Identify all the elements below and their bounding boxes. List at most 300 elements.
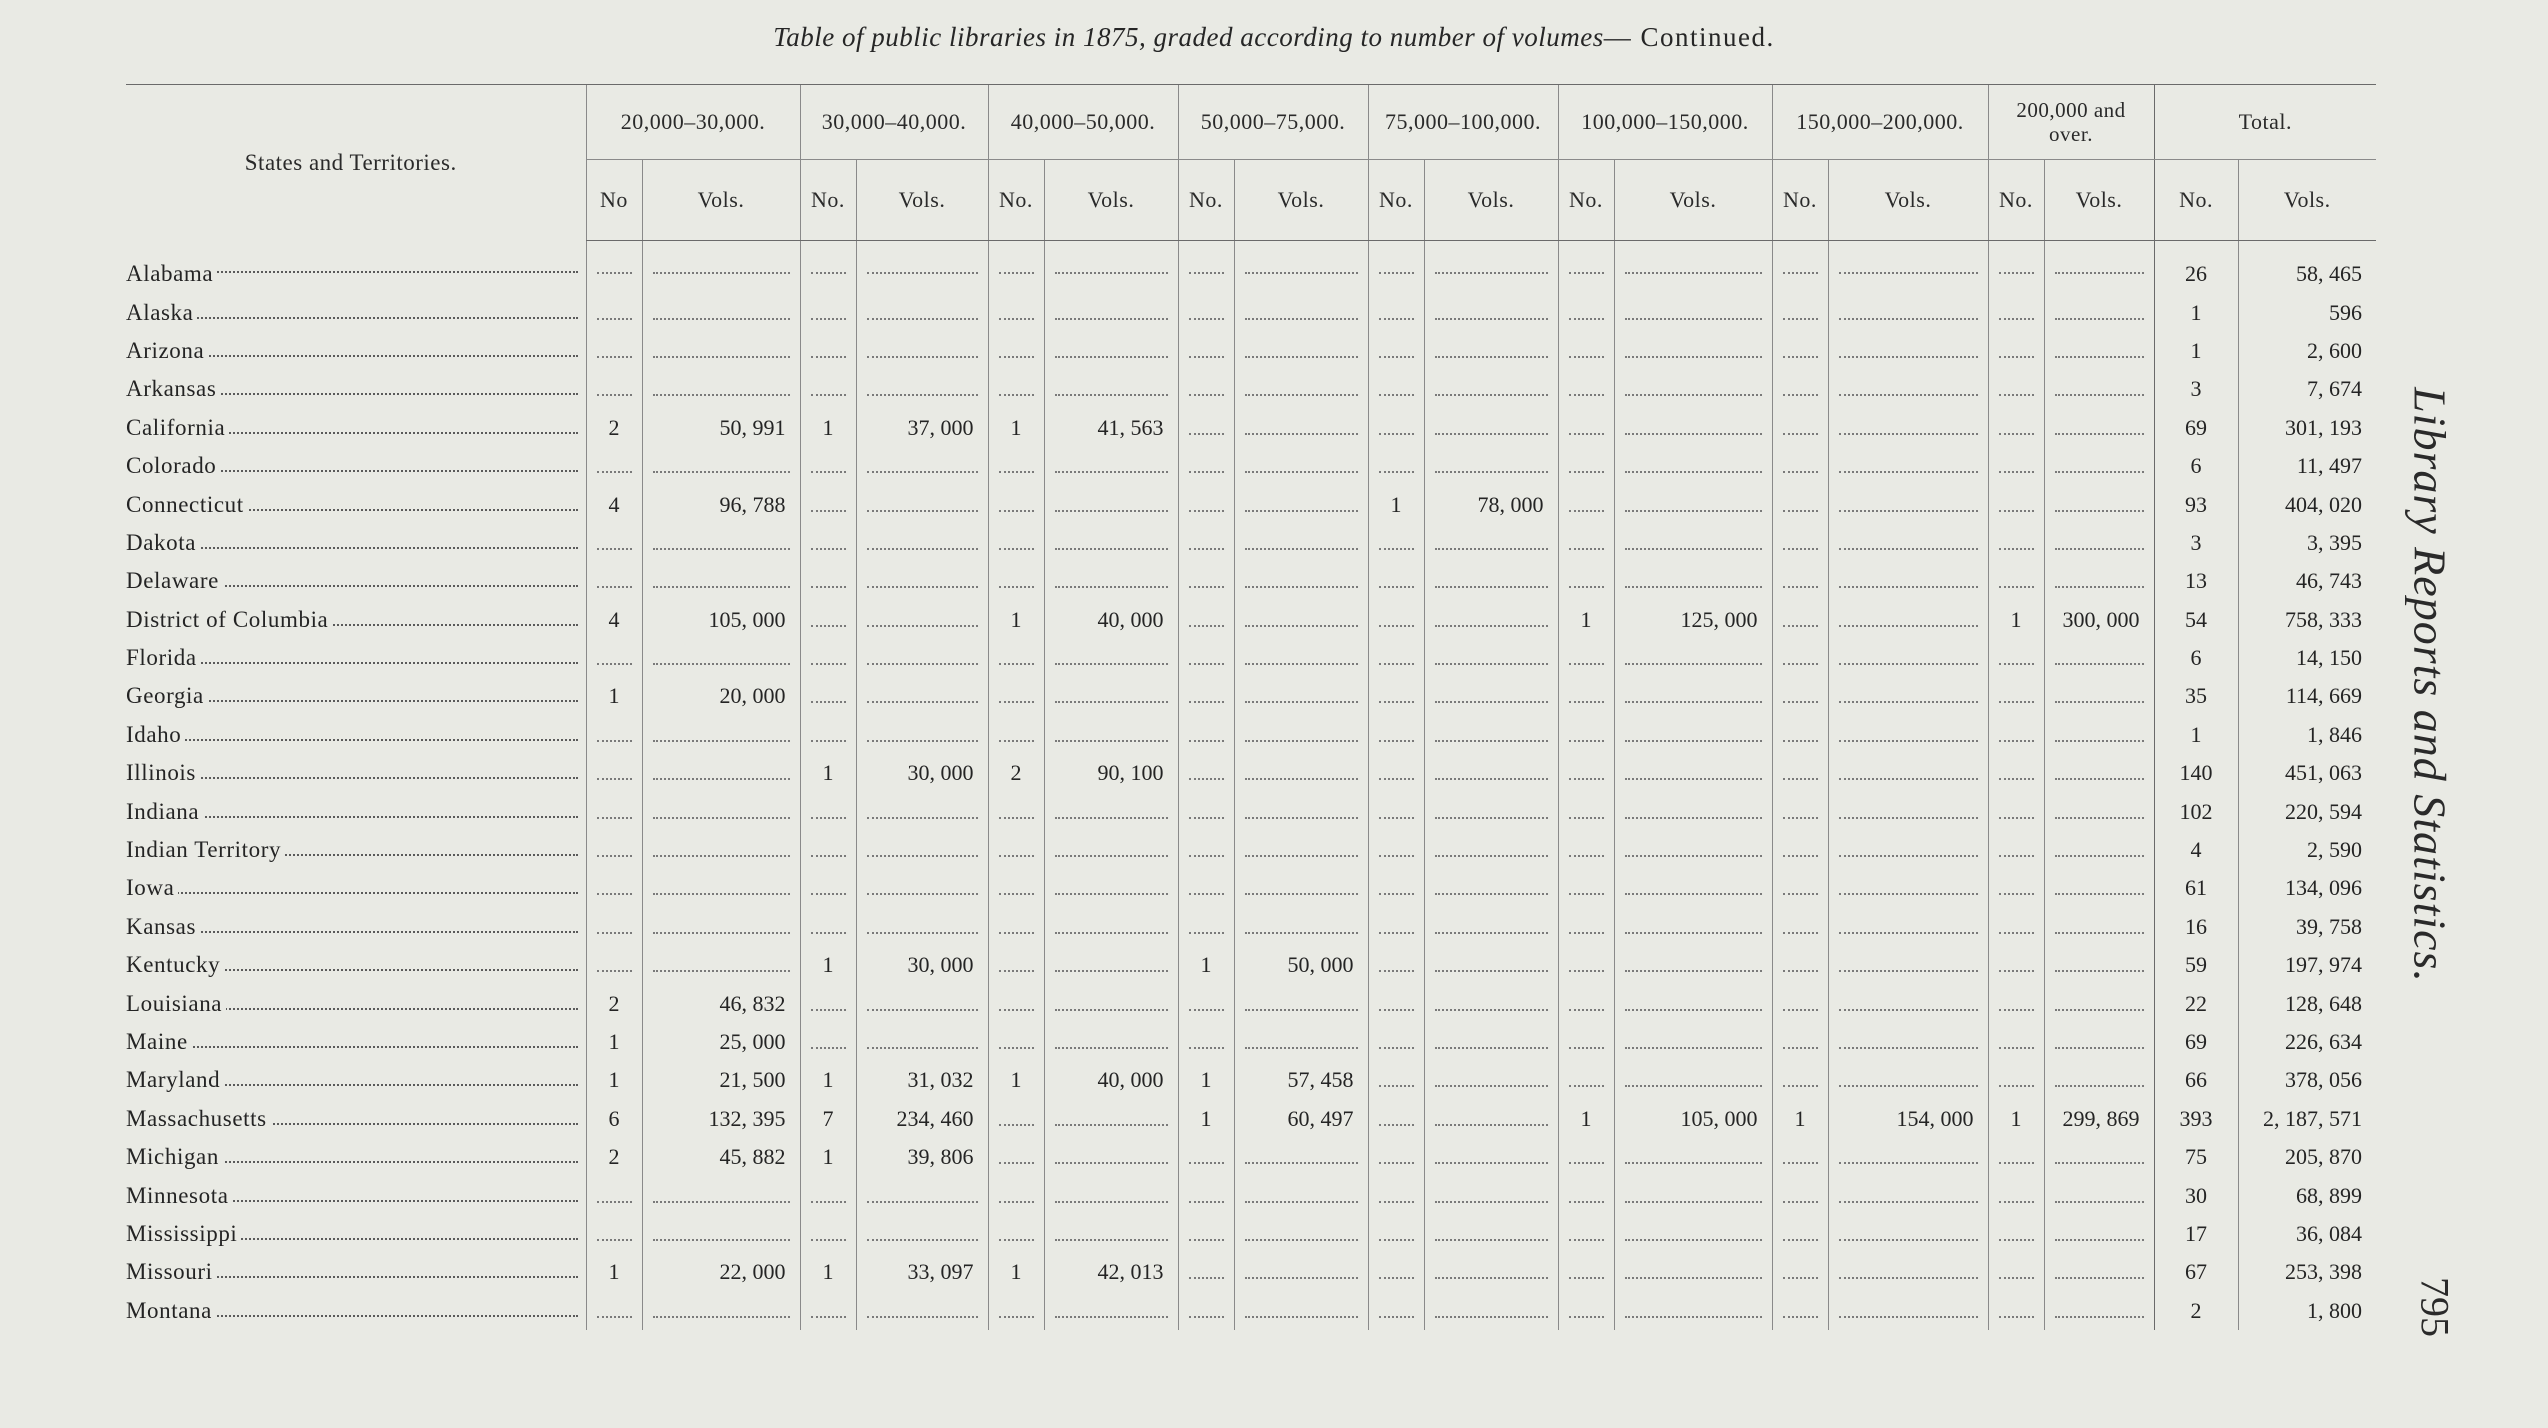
volumes-cell: 40, 000 [1044, 601, 1178, 639]
count-cell: 1 [586, 1061, 642, 1099]
volumes-cell [1828, 409, 1988, 447]
volumes-cell [1424, 1100, 1558, 1138]
count-cell [800, 447, 856, 485]
count-cell: 1 [800, 409, 856, 447]
table-row [126, 601, 2376, 639]
count-cell: 59 [2154, 946, 2238, 984]
table-row [126, 869, 2376, 907]
count-cell [1988, 908, 2044, 946]
state-name-cell [126, 1253, 586, 1291]
volumes-cell: 45, 882 [642, 1138, 800, 1176]
volumes-cell: 41, 563 [1044, 409, 1178, 447]
state-name-cell [126, 293, 586, 331]
running-side-title [2385, 355, 2475, 1015]
state-name: Indian Territory [126, 837, 285, 862]
count-cell: 6 [2154, 447, 2238, 485]
count-cell [1368, 677, 1424, 715]
table-row [126, 332, 2376, 370]
volumes-cell [1234, 831, 1368, 869]
table-row [126, 984, 2376, 1022]
group-header-5: 100,000–150,000. [1558, 85, 1772, 160]
volumes-cell [1424, 562, 1558, 600]
volumes-cell: 1, 800 [2238, 1292, 2376, 1330]
volumes-cell [1044, 524, 1178, 562]
count-cell [1558, 677, 1614, 715]
count-cell: 54 [2154, 601, 2238, 639]
volumes-cell [1234, 447, 1368, 485]
volumes-cell [642, 639, 800, 677]
state-name-cell [126, 677, 586, 715]
count-cell: 13 [2154, 562, 2238, 600]
count-cell [800, 1023, 856, 1061]
sub-header-no: No. [1558, 160, 1614, 241]
volumes-cell [1828, 293, 1988, 331]
table-row [126, 1023, 2376, 1061]
volumes-cell: 90, 100 [1044, 754, 1178, 792]
volumes-cell: 42, 013 [1044, 1253, 1178, 1291]
count-cell [1772, 1292, 1828, 1330]
volumes-cell [856, 984, 988, 1022]
state-name: Dakota [126, 530, 200, 555]
volumes-cell: 3, 395 [2238, 524, 2376, 562]
count-cell: 4 [586, 485, 642, 523]
count-cell: 1 [988, 1061, 1044, 1099]
count-cell [1558, 447, 1614, 485]
group-header-4: 75,000–100,000. [1368, 85, 1558, 160]
volumes-cell [1044, 792, 1178, 830]
volumes-cell: 11, 497 [2238, 447, 2376, 485]
volumes-cell [1234, 869, 1368, 907]
count-cell [586, 1176, 642, 1214]
count-cell [1772, 485, 1828, 523]
state-name-cell [126, 1100, 586, 1138]
volumes-cell [2044, 1176, 2154, 1214]
volumes-cell [856, 370, 988, 408]
volumes-cell [2044, 1138, 2154, 1176]
state-name-cell [126, 370, 586, 408]
count-cell [1988, 370, 2044, 408]
volumes-cell [1424, 293, 1558, 331]
count-cell [1558, 241, 1614, 294]
volumes-cell [1614, 562, 1772, 600]
count-cell [1988, 754, 2044, 792]
count-cell: 4 [2154, 831, 2238, 869]
count-cell [1178, 1023, 1234, 1061]
volumes-cell [2044, 370, 2154, 408]
table-row [126, 524, 2376, 562]
count-cell [1368, 869, 1424, 907]
count-cell [988, 241, 1044, 294]
count-cell [1988, 869, 2044, 907]
count-cell [1988, 447, 2044, 485]
volumes-cell [1044, 370, 1178, 408]
volumes-cell [1234, 409, 1368, 447]
count-cell [800, 908, 856, 946]
volumes-cell: 22, 000 [642, 1253, 800, 1291]
table-row [126, 754, 2376, 792]
count-cell [1558, 946, 1614, 984]
count-cell: 1 [800, 1253, 856, 1291]
volumes-cell [1234, 293, 1368, 331]
sub-header-vols: Vols. [1234, 160, 1368, 241]
volumes-cell [1424, 946, 1558, 984]
volumes-cell [2044, 1215, 2154, 1253]
count-cell [1178, 601, 1234, 639]
volumes-cell [642, 293, 800, 331]
count-cell [1558, 370, 1614, 408]
volumes-cell [1614, 332, 1772, 370]
count-cell: 1 [586, 1253, 642, 1291]
count-cell [1988, 639, 2044, 677]
volumes-cell [856, 1176, 988, 1214]
volumes-cell [1614, 716, 1772, 754]
volumes-cell [1424, 409, 1558, 447]
count-cell: 393 [2154, 1100, 2238, 1138]
count-cell [1178, 1138, 1234, 1176]
volumes-cell [1828, 754, 1988, 792]
state-name: California [126, 415, 229, 440]
sub-header-no: No. [2154, 160, 2238, 241]
count-cell [1178, 1253, 1234, 1291]
volumes-cell: 21, 500 [642, 1061, 800, 1099]
volumes-cell [1828, 716, 1988, 754]
volumes-cell [2044, 524, 2154, 562]
count-cell [586, 370, 642, 408]
count-cell [1772, 601, 1828, 639]
volumes-cell: 57, 458 [1234, 1061, 1368, 1099]
volumes-cell [1234, 908, 1368, 946]
volumes-cell [1828, 1253, 1988, 1291]
count-cell: 66 [2154, 1061, 2238, 1099]
count-cell: 1 [800, 1061, 856, 1099]
sub-header-no: No. [1178, 160, 1234, 241]
state-name: Missouri [126, 1259, 217, 1284]
volumes-cell [856, 293, 988, 331]
count-cell: 1 [1178, 1061, 1234, 1099]
count-cell [988, 831, 1044, 869]
count-cell: 1 [586, 677, 642, 715]
count-cell [586, 447, 642, 485]
volumes-cell [642, 332, 800, 370]
count-cell [1178, 831, 1234, 869]
sub-header-vols: Vols. [856, 160, 988, 241]
state-name-cell [126, 1138, 586, 1176]
volumes-cell [642, 716, 800, 754]
count-cell [1772, 370, 1828, 408]
volumes-cell [856, 601, 988, 639]
count-cell [988, 946, 1044, 984]
state-name: Florida [126, 645, 201, 670]
count-cell [988, 1023, 1044, 1061]
volumes-cell [1828, 984, 1988, 1022]
state-name: Massachusetts [126, 1106, 271, 1131]
table-row [126, 1292, 2376, 1330]
volumes-cell [1234, 1138, 1368, 1176]
count-cell [586, 831, 642, 869]
volumes-cell [1828, 1061, 1988, 1099]
count-cell [1368, 1061, 1424, 1099]
state-name: Kansas [126, 914, 200, 939]
count-cell [988, 869, 1044, 907]
volumes-cell [1614, 984, 1772, 1022]
volumes-cell [2044, 293, 2154, 331]
count-cell [1558, 1138, 1614, 1176]
volumes-cell [1828, 601, 1988, 639]
state-name-cell [126, 485, 586, 523]
volumes-cell: 25, 000 [642, 1023, 800, 1061]
state-name-cell [126, 792, 586, 830]
count-cell [988, 677, 1044, 715]
volumes-cell [1424, 332, 1558, 370]
count-cell [1178, 716, 1234, 754]
count-cell [1178, 332, 1234, 370]
table-row [126, 1215, 2376, 1253]
count-cell [1988, 984, 2044, 1022]
sub-header-no: No [586, 160, 642, 241]
volumes-cell: 40, 000 [1044, 1061, 1178, 1099]
count-cell [1988, 792, 2044, 830]
count-cell [1558, 1253, 1614, 1291]
count-cell: 16 [2154, 908, 2238, 946]
state-name: Illinois [126, 760, 200, 785]
volumes-cell [1828, 677, 1988, 715]
count-cell [1368, 1215, 1424, 1253]
count-cell [586, 293, 642, 331]
volumes-cell [1424, 908, 1558, 946]
volumes-cell [2044, 1023, 2154, 1061]
count-cell [1178, 792, 1234, 830]
count-cell [1178, 409, 1234, 447]
volumes-cell [1044, 908, 1178, 946]
state-name: Montana [126, 1298, 216, 1323]
state-name: Delaware [126, 568, 223, 593]
volumes-cell [1424, 754, 1558, 792]
sub-header-no: No. [800, 160, 856, 241]
volumes-cell [1234, 601, 1368, 639]
sub-header-vols: Vols. [2238, 160, 2376, 241]
count-cell: 69 [2154, 409, 2238, 447]
count-cell [1558, 1061, 1614, 1099]
count-cell [586, 946, 642, 984]
volumes-cell [1234, 370, 1368, 408]
volumes-cell [1614, 869, 1772, 907]
volumes-cell [1044, 485, 1178, 523]
sub-header-no: No. [1772, 160, 1828, 241]
volumes-cell [1044, 1138, 1178, 1176]
count-cell [1772, 1023, 1828, 1061]
count-cell [1178, 1176, 1234, 1214]
volumes-cell [1828, 447, 1988, 485]
count-cell: 69 [2154, 1023, 2238, 1061]
table-header [126, 85, 2376, 241]
volumes-cell [1614, 639, 1772, 677]
state-name-cell [126, 241, 586, 294]
volumes-cell [856, 241, 988, 294]
volumes-cell: 451, 063 [2238, 754, 2376, 792]
volumes-cell [1044, 1215, 1178, 1253]
table-row [126, 716, 2376, 754]
volumes-cell: 30, 000 [856, 754, 988, 792]
library-table-region [126, 84, 2376, 1334]
volumes-cell [1828, 1215, 1988, 1253]
count-cell [1368, 639, 1424, 677]
group-header-8: Total. [2154, 85, 2376, 160]
volumes-cell [1424, 1061, 1558, 1099]
sub-header-no: No. [1368, 160, 1424, 241]
volumes-cell [1614, 447, 1772, 485]
count-cell [1772, 716, 1828, 754]
count-cell [800, 1292, 856, 1330]
table-row [126, 639, 2376, 677]
volumes-cell [1044, 984, 1178, 1022]
state-name: Georgia [126, 683, 208, 708]
table-row [126, 677, 2376, 715]
count-cell: 67 [2154, 1253, 2238, 1291]
volumes-cell [1828, 639, 1988, 677]
count-cell: 2 [586, 1138, 642, 1176]
volumes-cell [856, 485, 988, 523]
count-cell [1178, 485, 1234, 523]
count-cell [1988, 1176, 2044, 1214]
count-cell [1178, 984, 1234, 1022]
volumes-cell: 30, 000 [856, 946, 988, 984]
count-cell: 2 [586, 984, 642, 1022]
volumes-cell: 96, 788 [642, 485, 800, 523]
volumes-cell [642, 1215, 800, 1253]
count-cell: 1 [800, 946, 856, 984]
volumes-cell [1614, 677, 1772, 715]
count-cell [1772, 562, 1828, 600]
count-cell: 35 [2154, 677, 2238, 715]
count-cell [1368, 984, 1424, 1022]
volumes-cell [1614, 1253, 1772, 1291]
count-cell: 1 [586, 1023, 642, 1061]
volumes-cell [1044, 293, 1178, 331]
count-cell [988, 716, 1044, 754]
volumes-cell [642, 1176, 800, 1214]
count-cell [1558, 754, 1614, 792]
count-cell [1368, 946, 1424, 984]
count-cell: 1 [1558, 601, 1614, 639]
sub-header-vols: Vols. [642, 160, 800, 241]
count-cell [1772, 946, 1828, 984]
volumes-cell [1234, 1023, 1368, 1061]
count-cell [1178, 370, 1234, 408]
count-cell [1558, 524, 1614, 562]
count-cell [1558, 831, 1614, 869]
table-body [126, 241, 2376, 1330]
volumes-cell [1828, 1138, 1988, 1176]
count-cell [1558, 1023, 1614, 1061]
count-cell [988, 562, 1044, 600]
count-cell: 1 [1178, 946, 1234, 984]
volumes-cell [1044, 241, 1178, 294]
volumes-cell [1234, 677, 1368, 715]
volumes-cell [1828, 1292, 1988, 1330]
table-row [126, 485, 2376, 523]
count-cell [1368, 370, 1424, 408]
count-cell [1988, 716, 2044, 754]
table-title-main: Table of public libraries in 1875, graded according to number of volumes [773, 22, 1604, 52]
running-side-title-text: Library Reports and Statistics. [2404, 387, 2456, 983]
count-cell [1558, 332, 1614, 370]
count-cell: 6 [586, 1100, 642, 1138]
volumes-cell [642, 370, 800, 408]
count-cell [1368, 562, 1424, 600]
table-row [126, 792, 2376, 830]
volumes-cell [1044, 831, 1178, 869]
group-header-7: 200,000 and over. [1988, 85, 2154, 160]
sub-header-no: No. [1988, 160, 2044, 241]
state-name: Minnesota [126, 1183, 233, 1208]
count-cell: 1 [2154, 332, 2238, 370]
volumes-cell [1044, 946, 1178, 984]
state-name: District of Columbia [126, 607, 332, 632]
state-name-cell [126, 601, 586, 639]
count-cell: 93 [2154, 485, 2238, 523]
volumes-cell [642, 908, 800, 946]
volumes-cell [856, 792, 988, 830]
volumes-cell [856, 1215, 988, 1253]
volumes-cell: 758, 333 [2238, 601, 2376, 639]
count-cell [1178, 241, 1234, 294]
volumes-cell [1614, 1215, 1772, 1253]
count-cell [988, 984, 1044, 1022]
count-cell [1558, 792, 1614, 830]
state-name-cell [126, 1061, 586, 1099]
count-cell [988, 1215, 1044, 1253]
volumes-cell [1614, 754, 1772, 792]
count-cell: 30 [2154, 1176, 2238, 1214]
volumes-cell [1424, 639, 1558, 677]
count-cell [800, 241, 856, 294]
volumes-cell [2044, 332, 2154, 370]
volumes-cell [1044, 562, 1178, 600]
table-row [126, 562, 2376, 600]
count-cell [586, 716, 642, 754]
count-cell [586, 1292, 642, 1330]
volumes-cell [642, 831, 800, 869]
volumes-cell [2044, 562, 2154, 600]
volumes-cell [2044, 754, 2154, 792]
volumes-cell [2044, 1061, 2154, 1099]
count-cell [586, 562, 642, 600]
volumes-cell [1828, 869, 1988, 907]
state-name-cell [126, 946, 586, 984]
volumes-cell: 132, 395 [642, 1100, 800, 1138]
volumes-cell [1044, 1176, 1178, 1214]
state-name-cell [126, 716, 586, 754]
state-name-cell [126, 1215, 586, 1253]
page-number-text: 795 [2412, 1277, 2458, 1337]
volumes-cell: 2, 187, 571 [2238, 1100, 2376, 1138]
count-cell [1988, 946, 2044, 984]
count-cell [1368, 293, 1424, 331]
count-cell: 1 [988, 1253, 1044, 1291]
volumes-cell [2044, 409, 2154, 447]
count-cell [1988, 1215, 2044, 1253]
sub-header-vols: Vols. [1614, 160, 1772, 241]
group-header-1: 30,000–40,000. [800, 85, 988, 160]
volumes-cell [856, 332, 988, 370]
volumes-cell [1234, 485, 1368, 523]
count-cell: 1 [1558, 1100, 1614, 1138]
state-name: Kentucky [126, 952, 224, 977]
header-group-row [126, 85, 2376, 160]
count-cell [1178, 677, 1234, 715]
count-cell [1178, 639, 1234, 677]
table-row [126, 1253, 2376, 1291]
